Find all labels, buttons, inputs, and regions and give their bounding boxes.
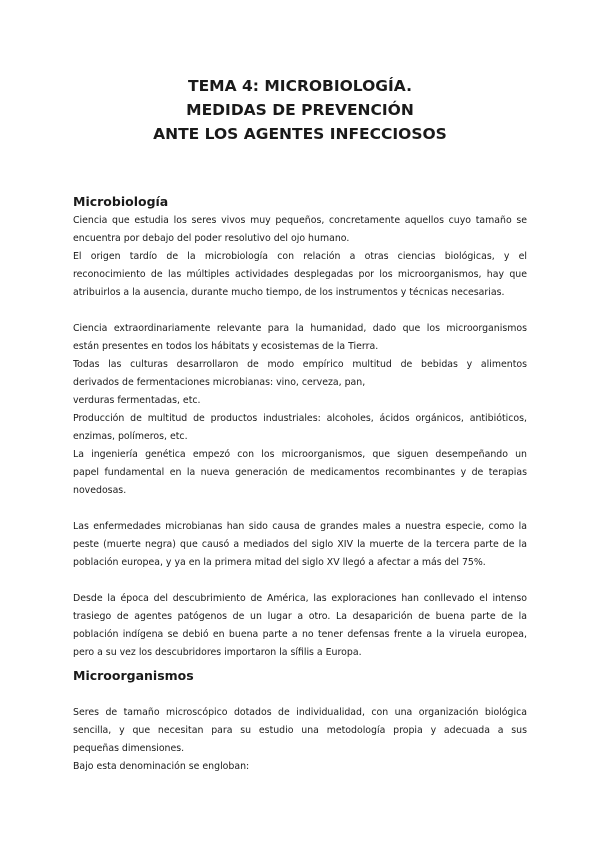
blank-line xyxy=(73,500,527,518)
paragraph-line: población indígena se debió en buena parte a no tener defensas frente a la viruela europea, xyxy=(73,629,527,640)
paragraph-line: trasiego de agentes patógenos de un lugar a otro. La desaparición de buena parte de la xyxy=(73,611,527,622)
paragraph-line: sencilla, y que necesitan para su estudio una metodología propia y adecuada a sus xyxy=(73,725,527,736)
paragraph-line: pero a su vez los descubridores importaron la sífilis a Europa. xyxy=(73,647,362,658)
title-line-3: ANTE LOS AGENTES INFECCIOSOS xyxy=(153,125,447,143)
paragraph-line: derivados de fermentaciones microbianas: vino, cerveza, pan, xyxy=(73,377,366,388)
paragraph-line: papel fundamental en la nueva generación de medicamentos recombinantes y de terapias xyxy=(73,467,527,478)
section-heading-microorganismos: Microorganismos xyxy=(73,668,194,683)
paragraph-line: reconocimiento de las múltiples actividades desplegadas por los microorganismos, hay que xyxy=(73,269,527,280)
title-line-2: MEDIDAS DE PREVENCIÓN xyxy=(186,101,414,119)
title-line-1: TEMA 4: MICROBIOLOGÍA. xyxy=(188,77,412,95)
paragraph-line: Ciencia que estudia los seres vivos muy pequeños, concretamente aquellos cuyo tamaño se xyxy=(73,215,527,226)
paragraph-line: encuentra por debajo del poder resolutivo del ojo humano. xyxy=(73,233,350,244)
paragraph-line: Todas las culturas desarrollaron de modo empírico multitud de bebidas y alimentos xyxy=(73,359,527,370)
blank-line xyxy=(73,572,527,590)
paragraph-line: Las enfermedades microbianas han sido causa de grandes males a nuestra especie, como la xyxy=(73,521,527,532)
paragraph-line: atribuirlos a la ausencia, durante mucho tiempo, de los instrumentos y técnicas necesarias. xyxy=(73,287,505,298)
paragraph-line: Bajo esta denominación se engloban: xyxy=(73,761,250,772)
document-title xyxy=(0,74,600,146)
paragraph-line: novedosas. xyxy=(73,485,127,496)
section-heading-microbiologia: Microbiología xyxy=(73,194,169,209)
paragraph-line: Seres de tamaño microscópico dotados de individualidad, con una organización biológica xyxy=(73,707,527,718)
paragraph-line: enzimas, polímeros, etc. xyxy=(73,431,188,442)
paragraph-line: El origen tardío de la microbiología con relación a otras ciencias biológicas, y el xyxy=(73,251,527,262)
blank-line xyxy=(73,302,527,320)
paragraph-line: peste (muerte negra) que causó a mediados del siglo XIV la muerte de la tercera parte de la xyxy=(73,539,527,550)
paragraph-line: La ingeniería genética empezó con los microorganismos, que siguen desempeñando un xyxy=(73,449,527,460)
paragraph-line: población europea, y ya en la primera mitad del siglo XV llegó a afectar a más del 75%. xyxy=(73,557,486,568)
paragraph-line: están presentes en todos los hábitats y ecosistemas de la Tierra. xyxy=(73,341,379,352)
paragraph-line: Desde la época del descubrimiento de América, las exploraciones han conllevado el intenso xyxy=(73,593,527,604)
paragraph-line: Producción de multitud de productos industriales: alcoholes, ácidos orgánicos, antibióticos, xyxy=(73,413,527,424)
paragraph-line: Ciencia extraordinariamente relevante para la humanidad, dado que los microorganismos xyxy=(73,323,527,334)
paragraph-line: verduras fermentadas, etc. xyxy=(73,395,201,406)
paragraph-line: pequeñas dimensiones. xyxy=(73,743,185,754)
section-body-microbiologia xyxy=(73,212,527,662)
section-body-microorganismos xyxy=(73,704,527,776)
